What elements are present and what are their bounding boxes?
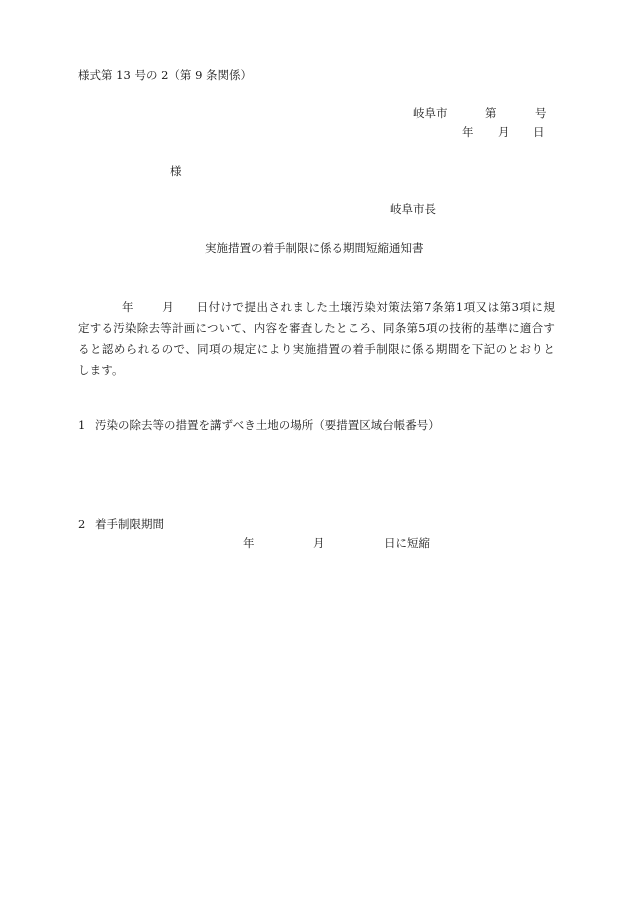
item-2-month: 月: [313, 536, 325, 550]
body-month: 月: [161, 300, 175, 314]
document-title: 実施措置の着手制限に係る期間短縮通知書: [205, 241, 424, 255]
body-paragraph: [78, 297, 555, 381]
form-number: 様式第 13 号の 2（第 9 条関係）: [78, 68, 253, 82]
item-2-number: 2: [78, 517, 86, 531]
header-date-year: 年: [462, 125, 474, 139]
header-number-dai: 第: [485, 106, 497, 120]
sender: 岐阜市長: [390, 202, 436, 216]
header-city: 岐阜市: [413, 106, 448, 120]
addressee-sama: 様: [170, 164, 182, 178]
body-year: 年: [122, 300, 134, 314]
item-2-year: 年: [243, 536, 255, 550]
item-1-label: 汚染の除去等の措置を講ずべき土地の場所（要措置区域台帳番号）: [95, 418, 440, 432]
item-1-number: 1: [78, 418, 86, 432]
header-number-go: 号: [535, 106, 547, 120]
header-date-day: 日: [533, 125, 545, 139]
body-text: 日付けで提出されました土壌汚染対策法第7条第1項又は第3項に規定する汚染除去等計画について、内容を審査したところ、同条第5項の技術的基準に適合すると認められるので、同項の規定により実施措置の着手制限に係る期間を下記のとおりとします。: [78, 300, 555, 377]
item-2-day-suffix: 日に短縮: [384, 536, 430, 550]
header-date-month: 月: [498, 125, 510, 139]
item-2-label: 着手制限期間: [95, 517, 164, 531]
